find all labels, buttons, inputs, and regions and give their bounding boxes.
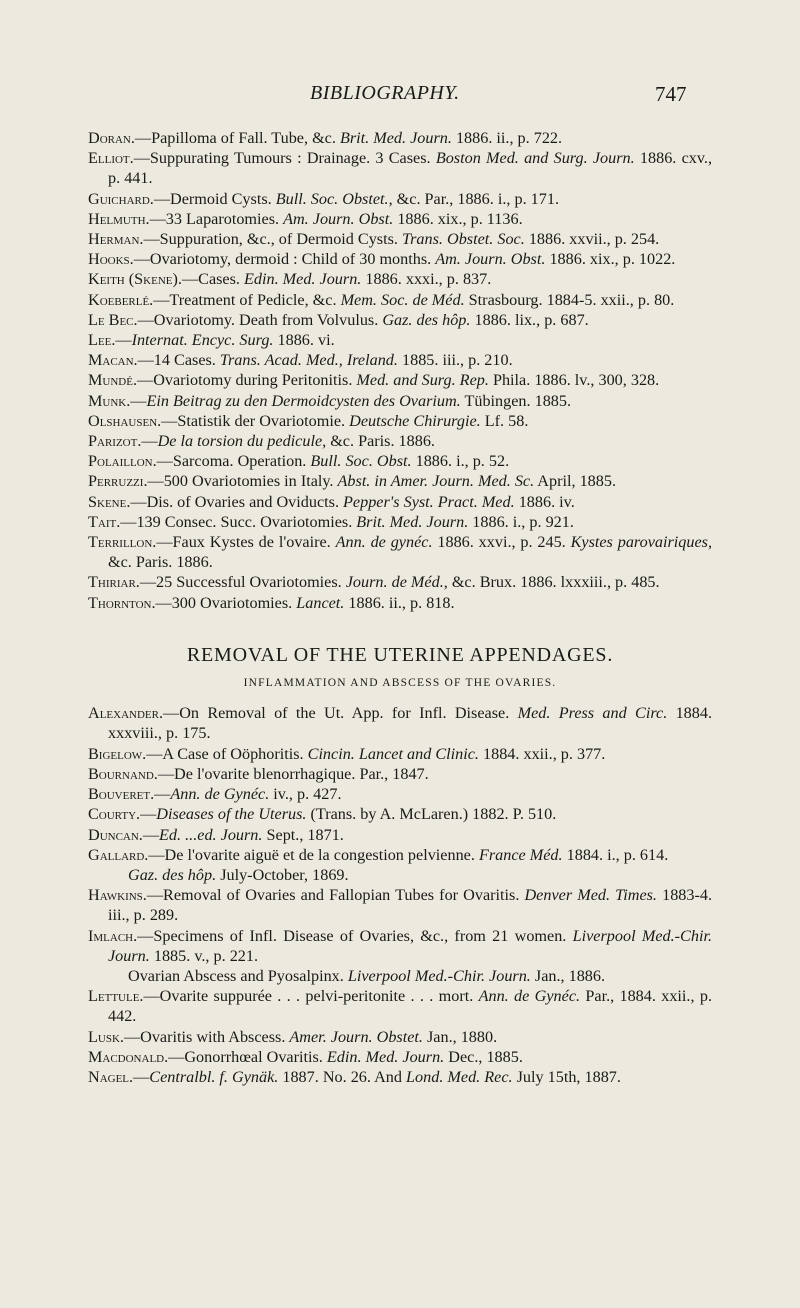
bibliography-entry <box>88 885 712 925</box>
entry-text: — <box>141 432 158 451</box>
entry-text: &c. Paris. 1886. <box>326 432 435 451</box>
entry-text: Phila. 1886. lv., 300, 328. <box>488 371 660 390</box>
entry-main <box>88 784 712 804</box>
entry-author: Thornton. <box>88 593 156 612</box>
bibliography-entry <box>88 1047 712 1067</box>
entry-citation-italic: Brit. Med. Journ. <box>339 129 452 147</box>
bibliography-entry <box>88 703 712 743</box>
entry-main <box>88 290 712 310</box>
entry-author: Bournand. <box>88 764 158 783</box>
entry-author: Lettule. <box>88 987 144 1006</box>
entry-text: —Gonorrhœal Ovaritis. <box>168 1047 327 1066</box>
entry-text: &c. Par., 1886. i., p. 171. <box>392 189 559 208</box>
bibliography-entry <box>88 128 712 148</box>
bibliography-entry <box>88 593 712 613</box>
entry-text: 1885. iii., p. 210. <box>397 351 513 370</box>
entry-text: —Ovariotomy, dermoid : Child of 30 months. <box>133 250 436 269</box>
entry-citation-italic: Journ. de Méd., <box>345 573 448 592</box>
bibliography-entry <box>88 451 712 471</box>
entry-text: —De l'ovarite blenorrhagique. Par., 1847. <box>157 764 429 783</box>
entry-text: —Ovariotomy during Peritonitis. <box>137 371 357 390</box>
entry-text: —500 Ovariotomies in Italy. <box>147 472 338 491</box>
entry-text: April, 1885. <box>534 472 616 491</box>
entry-citation-italic: Liverpool Med.-Chir. Journ. <box>108 926 712 965</box>
entry-main <box>88 512 712 532</box>
entry-text: 1886. xix., p. 1022. <box>545 250 676 269</box>
entry-main <box>88 451 712 471</box>
entry-author: Courty. <box>88 805 141 824</box>
bibliography-list-ovariotomy <box>88 128 712 613</box>
entry-citation-italic: Lond. Med. Rec. <box>406 1067 513 1086</box>
entry-text: Dec., 1885. <box>444 1047 523 1066</box>
entry-citation-italic: France Méd. <box>478 845 563 864</box>
entry-citation-italic: Boston Med. and Surg. Journ. <box>435 149 635 168</box>
entry-author: Polaillon. <box>88 452 157 471</box>
entry-text: —Suppuration, &c., of Dermoid Cysts. <box>143 230 403 249</box>
section-subtitle: INFLAMMATION AND ABSCESS OF THE OVARIES. <box>243 677 557 690</box>
entry-text: — <box>154 785 171 804</box>
entry-citation-italic: Gaz. des hôp. <box>382 310 471 329</box>
entry-citation-italic: Abst. in Amer. Journ. Med. Sc. <box>337 472 535 491</box>
entry-text: Strasbourg. 1884-5. xxii., p. 80. <box>464 290 675 309</box>
entry-citation-italic: Bull. Soc. Obstet., <box>275 189 393 208</box>
bibliography-entry <box>88 512 712 532</box>
entry-author: Macdonald. <box>88 1047 169 1066</box>
entry-text: —Treatment of Pedicle, &c. <box>153 290 341 309</box>
entry-text: Jan., 1880. <box>422 1027 498 1046</box>
entry-text: — <box>130 391 147 410</box>
bibliography-list-appendages <box>88 703 712 1087</box>
entry-main <box>88 593 712 613</box>
entry-author: Munk. <box>88 391 131 410</box>
entry-author: Macan. <box>88 351 138 370</box>
entry-main <box>88 128 712 148</box>
entry-citation-italic: Ann. de gynéc. <box>335 533 433 552</box>
entry-main <box>88 269 712 289</box>
entry-citation-italic: Trans. Acad. Med., Ireland. <box>219 351 398 370</box>
entry-citation-italic: Edin. Med. Journ. <box>326 1047 445 1066</box>
bibliography-entry <box>88 350 712 370</box>
entry-author: Lee. <box>88 331 116 350</box>
entry-citation-italic: Ann. de Gynéc. <box>478 987 581 1006</box>
entry-main <box>88 350 712 370</box>
bibliography-entry <box>88 411 712 431</box>
entry-citation-italic: Ein Beitrag zu den Dermoidcysten des Ovarium. <box>146 391 461 410</box>
entry-author: Tait. <box>88 512 121 531</box>
entry-text: —De l'ovarite aiguë et de la congestion pelvienne. <box>148 845 479 864</box>
entry-main <box>88 825 712 845</box>
entry-author: Parizot. <box>88 432 142 451</box>
entry-main <box>88 229 712 249</box>
entry-text: Jan., 1886. <box>530 966 606 985</box>
bibliography-entry <box>88 986 712 1026</box>
entry-text: 1887. No. 26. And <box>278 1067 407 1086</box>
entry-main <box>88 431 712 451</box>
entry-author: Bouveret. <box>88 785 155 804</box>
entry-author: Thiriar. <box>88 573 140 592</box>
entry-citation-italic: Trans. Obstet. Soc. <box>402 230 525 249</box>
entry-author: Alexander. <box>88 704 164 723</box>
entry-text: July-October, 1869. <box>216 865 349 884</box>
entry-author: Terrillon. <box>88 533 157 552</box>
entry-text: 1886. xxxi., p. 837. <box>361 270 492 289</box>
entry-text: —Suppurating Tumours : Drainage. 3 Cases. <box>133 149 436 168</box>
entry-text: 1885. v., p. 221. <box>149 946 259 965</box>
entry-author: Nagel. <box>88 1067 134 1086</box>
bibliography-entry <box>88 764 712 784</box>
entry-text: —Papilloma of Fall. Tube, &c. <box>134 129 340 147</box>
entry-text: 1884. xxxviii., p. 175. <box>108 704 713 743</box>
entry-text: iv., p. 427. <box>269 785 342 804</box>
entry-text: 1886. xxvi., p. 245. <box>432 533 571 552</box>
entry-author: Elliot. <box>88 149 134 168</box>
bibliography-entry <box>88 189 712 209</box>
bibliography-entry <box>88 784 712 804</box>
entry-text: —A Case of Oöphoritis. <box>146 744 308 763</box>
entry-author: Koeberlé. <box>88 290 154 309</box>
entry-text: —33 Laparotomies. <box>149 209 284 228</box>
entry-citation-italic: Pepper's Syst. Pract. Med. <box>343 492 515 511</box>
entry-author: Herman. <box>88 230 144 249</box>
entry-continuation <box>108 966 712 986</box>
entry-author: Olshausen. <box>88 411 162 430</box>
entry-text: 1886. cxv., p. 441. <box>108 149 712 188</box>
bibliography-entry <box>88 310 712 330</box>
entry-text: — <box>140 805 157 824</box>
entry-main <box>88 532 712 572</box>
entry-main <box>88 703 713 743</box>
entry-citation-italic: Liverpool Med.-Chir. Journ. <box>347 966 531 985</box>
bibliography-entry <box>88 330 712 350</box>
bibliography-entry <box>88 269 712 289</box>
entry-main <box>88 249 712 269</box>
entry-text: 1883-4. iii., p. 289. <box>108 886 712 925</box>
bibliography-entry <box>88 370 712 390</box>
entry-main <box>88 411 712 431</box>
entry-main <box>88 804 712 824</box>
entry-main <box>88 885 712 925</box>
entry-text: July 15th, 1887. <box>512 1067 621 1086</box>
entry-citation-italic: Lancet. <box>296 593 345 612</box>
entry-main <box>88 1067 712 1087</box>
entry-text: —Specimens of Infl. Disease of Ovaries, &c., from 21 women. <box>137 926 573 945</box>
entry-text: —Faux Kystes de l'ovaire. <box>156 533 336 552</box>
entry-text: Par., 1884. xxii., p. 442. <box>108 987 712 1026</box>
entry-author: Helmuth. <box>88 209 150 228</box>
entry-main <box>88 1027 712 1047</box>
entry-text: —Statistik der Ovariotomie. <box>161 411 350 430</box>
entry-text: 1886. xix., p. 1136. <box>393 209 523 228</box>
entry-citation-italic: Amer. Journ. Obstet. <box>289 1027 423 1046</box>
bibliography-entry <box>88 471 712 491</box>
entry-text: &c. Brux. 1886. lxxxiii., p. 485. <box>447 573 660 592</box>
entry-citation-italic: Diseases of the Uterus. <box>156 805 307 824</box>
entry-citation-italic: Denver Med. Times. <box>524 886 657 905</box>
entry-text: 1886. i., p. 921. <box>468 512 574 531</box>
entry-main <box>88 330 712 350</box>
entry-text: — <box>115 331 132 350</box>
bibliography-entry <box>88 845 712 885</box>
entry-main <box>88 370 712 390</box>
entry-text: —Sarcoma. Operation. <box>156 452 311 471</box>
entry-citation-italic: Kystes parovairiques, <box>570 533 712 552</box>
entry-text: 1886. vi. <box>273 331 335 350</box>
entry-author: Skene. <box>88 492 131 511</box>
entry-text: 1884. xxii., p. 377. <box>478 744 606 763</box>
section-title: REMOVAL OF THE UTERINE APPENDAGES. <box>186 643 614 666</box>
entry-text: Tübingen. 1885. <box>460 391 572 410</box>
running-head: BIBLIOGRAPHY. <box>310 82 460 104</box>
entry-citation-italic: Med. and Surg. Rep. <box>356 371 489 390</box>
entry-citation-italic: Med. Press and Circ. <box>517 704 668 723</box>
entry-text: (Trans. by A. McLaren.) 1882. P. 510. <box>306 805 557 824</box>
page-header <box>0 82 800 112</box>
entry-main <box>88 471 712 491</box>
entry-text: — <box>133 1067 150 1086</box>
entry-citation-italic: Deutsche Chirurgie. <box>349 411 481 430</box>
bibliography-entry <box>88 926 712 987</box>
entry-text: —Ovarite suppurée . . . pelvi-peritonite . . . mort. <box>143 987 479 1006</box>
entry-main <box>88 744 712 764</box>
entry-text: —Ovariotomy. Death from Volvulus. <box>137 310 383 329</box>
bibliography-entry <box>88 148 712 188</box>
entry-text: —On Removal of the Ut. App. for Infl. Disease. <box>163 704 518 723</box>
entry-citation-italic: Edin. Med. Journ. <box>244 270 362 289</box>
entry-citation-italic: Am. Journ. Obst. <box>435 250 546 269</box>
entry-author: Hawkins. <box>88 886 147 905</box>
entry-text: Sept., 1871. <box>262 825 344 844</box>
entry-author: Gallard. <box>88 845 149 864</box>
entry-citation-italic: Centralbl. f. Gynäk. <box>149 1067 279 1086</box>
page-number: 747 <box>655 82 687 106</box>
bibliography-entry <box>88 804 712 824</box>
entry-text: &c. Paris. 1886. <box>108 553 213 572</box>
entry-citation-italic: Gaz. des hôp. <box>128 865 217 884</box>
entry-text: —300 Ovariotomies. <box>155 593 297 612</box>
entry-author: Lusk. <box>88 1027 124 1046</box>
entry-citation-italic: Ed. ...ed. Journ. <box>159 825 263 844</box>
entry-text: — <box>142 825 160 844</box>
bibliography-entry <box>88 209 712 229</box>
bibliography-body <box>88 128 712 1087</box>
entry-citation-italic: Mem. Soc. de Méd. <box>340 290 465 309</box>
bibliography-entry <box>88 391 712 411</box>
bibliography-entry <box>88 290 712 310</box>
entry-author: Bigelow. <box>88 744 147 763</box>
entry-author: Hooks. <box>88 250 134 269</box>
entry-citation-italic: Cincin. Lancet and Clinic. <box>307 744 479 763</box>
entry-main <box>88 1047 712 1067</box>
entry-main <box>88 189 712 209</box>
entry-main <box>88 926 712 966</box>
entry-text: 1886. i., p. 52. <box>411 452 510 471</box>
entry-text: —Dis. of Ovaries and Oviducts. <box>130 492 344 511</box>
entry-main <box>88 492 712 512</box>
entry-citation-italic: Internat. Encyc. Surg. <box>131 331 274 350</box>
entry-author: Guichard. <box>88 189 154 208</box>
bibliography-entry <box>88 572 712 592</box>
entry-author: Mundé. <box>88 371 137 390</box>
entry-citation-italic: Ann. de Gynéc. <box>170 785 270 804</box>
entry-text: —Cases. <box>181 270 244 289</box>
entry-author: Imlach. <box>88 926 138 945</box>
entry-text: Lf. 58. <box>480 411 529 430</box>
entry-main <box>88 391 712 411</box>
entry-text: 1886. ii., p. 818. <box>344 593 455 612</box>
entry-text: —Removal of Ovaries and Fallopian Tubes for Ovaritis. <box>146 886 525 905</box>
entry-text: 1886. xxvii., p. 254. <box>524 230 660 249</box>
bibliography-entry <box>88 249 712 269</box>
bibliography-entry <box>88 532 712 572</box>
entry-text: —Dermoid Cysts. <box>153 189 276 208</box>
bibliography-entry <box>88 744 712 764</box>
bibliography-entry <box>88 229 712 249</box>
entry-author: Duncan. <box>88 825 143 844</box>
entry-text: —14 Cases. <box>137 351 220 370</box>
entry-main <box>88 572 712 592</box>
entry-main <box>88 148 712 188</box>
entry-main <box>88 310 712 330</box>
entry-text: Ovarian Abscess and Pyosalpinx. <box>128 966 348 985</box>
entry-author: Keith (Skene). <box>88 270 182 289</box>
entry-author: Le Bec. <box>88 310 138 329</box>
bibliography-entry <box>88 825 712 845</box>
bibliography-entry <box>88 431 712 451</box>
entry-text: —25 Successful Ovariotomies. <box>139 573 346 592</box>
entry-continuation <box>108 865 712 885</box>
bibliography-entry <box>88 1027 712 1047</box>
entry-text: 1886. lix., p. 687. <box>470 310 589 329</box>
bibliography-entry <box>88 1067 712 1087</box>
entry-main <box>88 986 712 1026</box>
entry-main <box>88 845 712 865</box>
entry-author: Perruzzi. <box>88 472 148 491</box>
bibliography-entry <box>88 492 712 512</box>
entry-text: 1886. iv. <box>514 492 575 511</box>
entry-citation-italic: Brit. Med. Journ. <box>356 512 469 531</box>
entry-text: —139 Consec. Succ. Ovariotomies. <box>120 512 357 531</box>
entry-citation-italic: Am. Journ. Obst. <box>283 209 394 228</box>
entry-main <box>88 209 712 229</box>
entry-text: —Ovaritis with Abscess. <box>123 1027 290 1046</box>
entry-author: Doran. <box>88 129 135 147</box>
entry-text: 1886. ii., p. 722. <box>451 129 563 147</box>
entry-citation-italic: De la torsion du pedicule, <box>157 432 327 451</box>
entry-main <box>88 764 712 784</box>
entry-text: 1884. i., p. 614. <box>562 845 669 864</box>
entry-citation-italic: Bull. Soc. Obst. <box>310 452 412 471</box>
